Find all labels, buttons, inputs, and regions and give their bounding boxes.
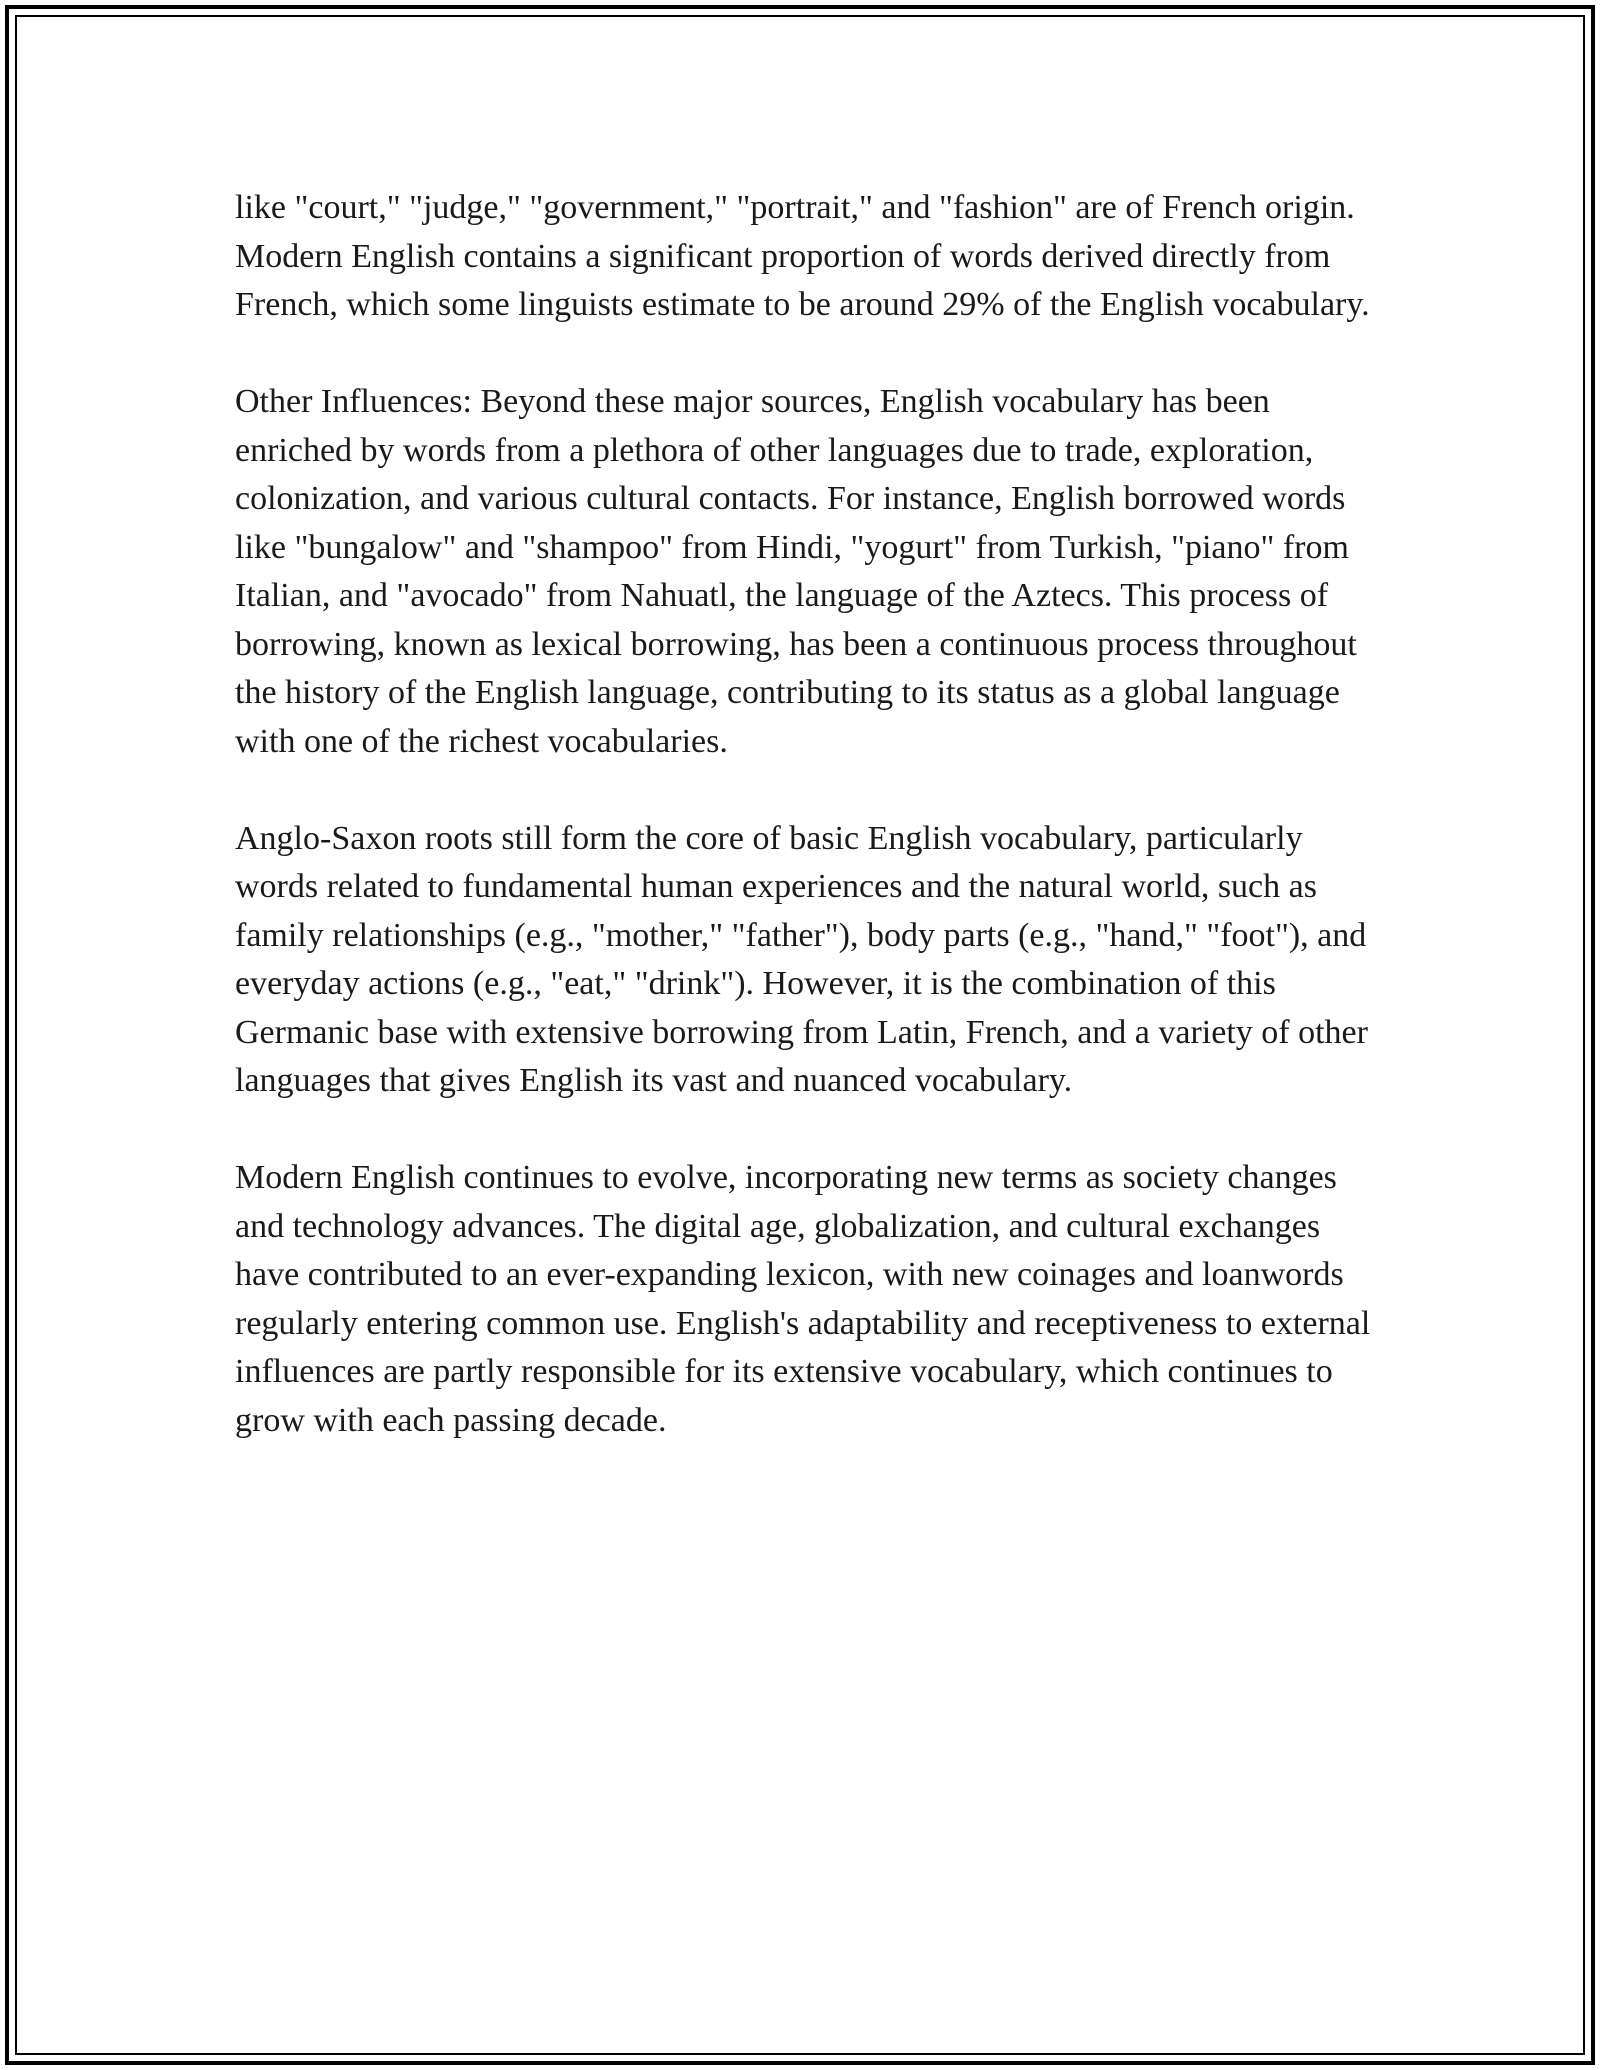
document-body [235, 184, 1385, 1494]
paragraph-french-origin: like "court," "judge," "government," "portrait," and "fashion" are of French origin. Modern English contains a significant proportion of words derived directly from French, which some linguists estimate to be around 29% of the English vocabulary. [235, 189, 1370, 323]
paragraph-anglo-saxon-roots: Anglo-Saxon roots still form the core of basic English vocabulary, particularly words related to fundamental human experiences and the natural world, such as family relationships (e.g., "mother," "father"), body parts (e.g., "hand," "foot"), and everyday actions (e.g., "eat," "drink"). However, it is the combination of this Germanic base with extensive borrowing from Latin, French, and a variety of other languages that gives English its vast and nuanced vocabulary. [235, 819, 1368, 1099]
paragraph-other-influences: Other Influences: Beyond these major sources, English vocabulary has been enriched by words from a plethora of other languages due to trade, exploration, colonization, and various cultural contacts. For instance, English borrowed words like "bungalow" and "shampoo" from Hindi, "yogurt" from Turkish, "piano" from Italian, and "avocado" from Nahuatl, the language of the Aztecs. This process of borrowing, known as lexical borrowing, has been a continuous process throughout the history of the English language, contributing to its status as a global language with one of the richest vocabularies. [235, 383, 1357, 760]
paragraph-modern-english: Modern English continues to evolve, incorporating new terms as society changes and technology advances. The digital age, globalization, and cultural exchanges have contributed to an ever-expanding lexicon, with new coinages and loanwords regularly entering common use. English's adaptability and receptiveness to external influences are partly responsible for its extensive vocabulary, which continues to grow with each passing decade. [235, 1159, 1371, 1439]
